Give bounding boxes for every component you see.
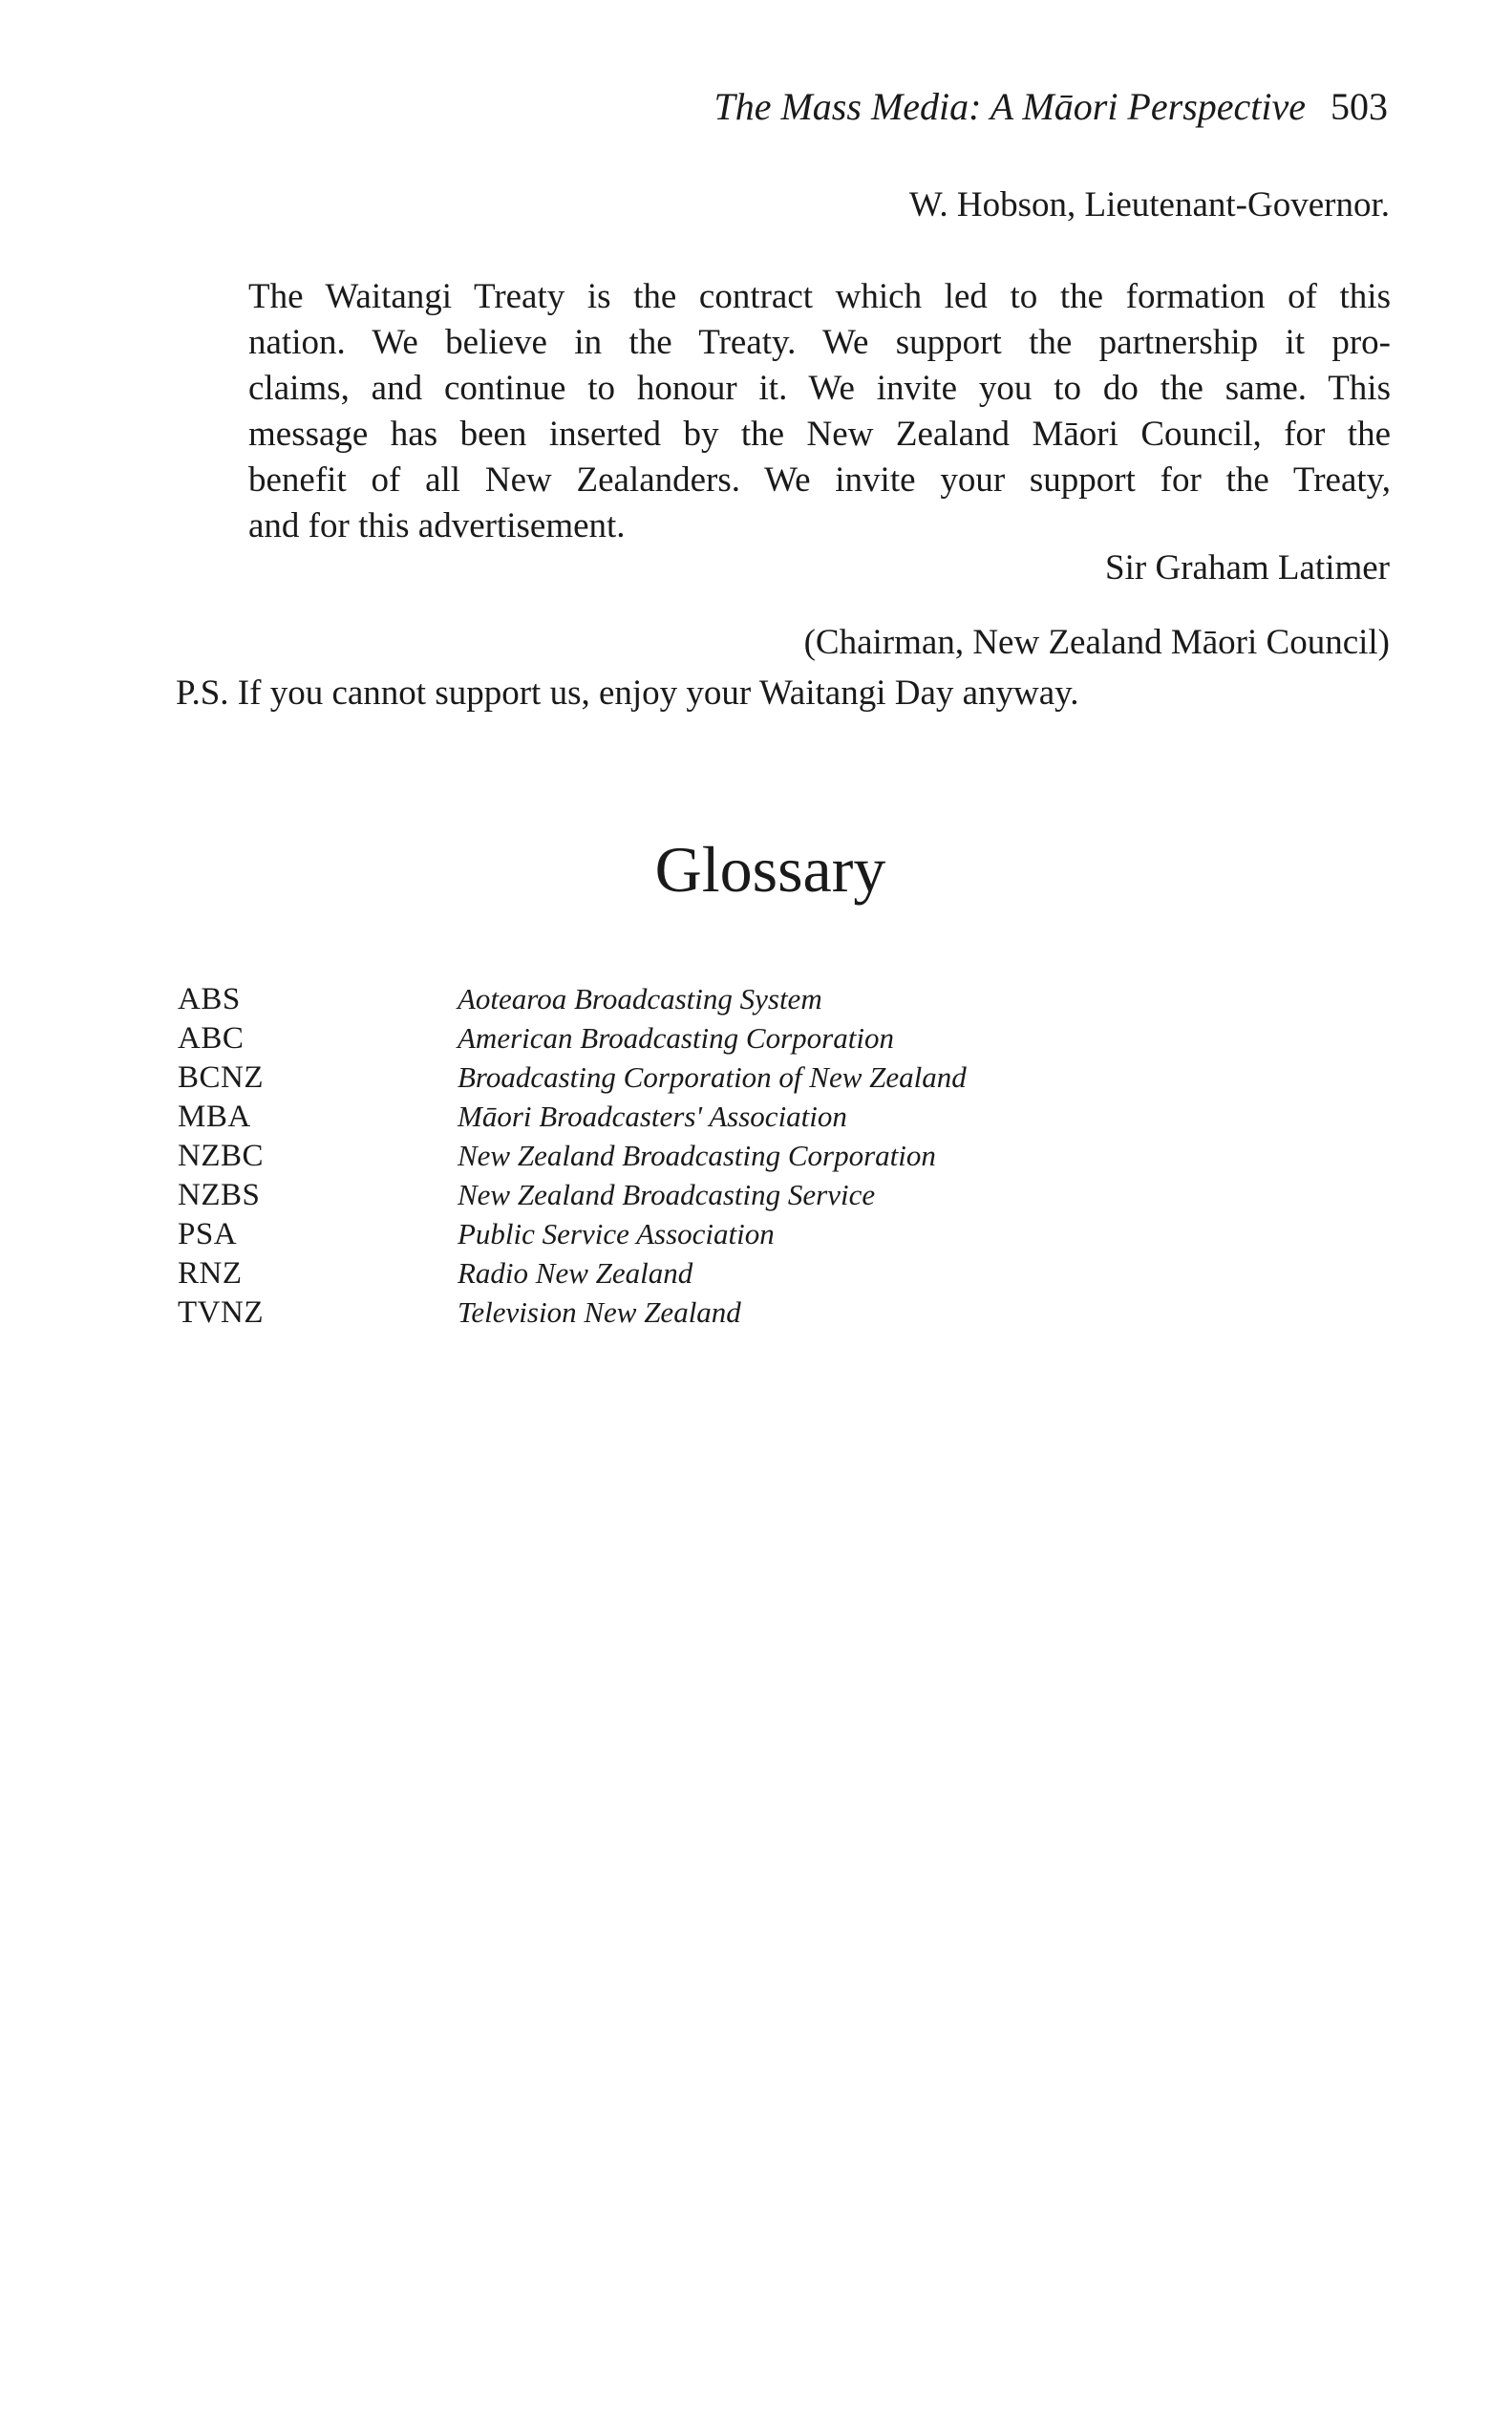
glossary-entry: [178, 982, 967, 1021]
glossary-heading: Glossary: [654, 833, 886, 906]
glossary-abbreviation: ABC: [178, 1021, 245, 1056]
paragraph-line: benefit of all New Zealanders. We invite your support for the Treaty,: [248, 460, 1391, 500]
glossary-definition: American Broadcasting Corporation: [458, 1021, 894, 1055]
page-number: 503: [1331, 85, 1388, 128]
glossary-entry: [178, 1256, 967, 1295]
paragraph-line: claims, and continue to honour it. We invite you to do the same. This: [248, 369, 1391, 408]
glossary-list: [178, 982, 967, 1335]
postscript: P.S. If you cannot support us, enjoy your Waitangi Day anyway.: [176, 673, 1079, 713]
glossary-entry: [178, 1295, 967, 1335]
glossary-abbreviation: ABS: [178, 982, 241, 1016]
paragraph-line: and for this advertisement.: [248, 506, 626, 545]
glossary-entry: [178, 1100, 967, 1139]
glossary-definition: Aotearoa Broadcasting System: [458, 982, 822, 1015]
glossary-abbreviation: BCNZ: [178, 1060, 265, 1095]
treaty-paragraph: [248, 274, 1391, 549]
signature-hobson: W. Hobson, Lieutenant-Governor.: [908, 185, 1390, 224]
paragraph-line: message has been inserted by the New Zealand Māori Council, for the: [248, 415, 1391, 454]
running-head: [713, 85, 1388, 128]
signature-chairman: (Chairman, New Zealand Māori Council): [803, 623, 1390, 662]
glossary-definition: Māori Broadcasters' Association: [458, 1100, 847, 1133]
paragraph-line: The Waitangi Treaty is the contract which led to the formation of this: [248, 277, 1391, 316]
glossary-definition: New Zealand Broadcasting Corporation: [458, 1139, 936, 1172]
glossary-definition: New Zealand Broadcasting Service: [458, 1178, 876, 1211]
glossary-definition: Radio New Zealand: [458, 1256, 693, 1290]
glossary-abbreviation: RNZ: [178, 1256, 243, 1291]
glossary-entry: [178, 1021, 967, 1060]
running-head-title: The Mass Media: A Māori Perspective: [713, 85, 1306, 128]
paragraph-line: nation. We believe in the Treaty. We support the partnership it pro-: [248, 323, 1391, 362]
glossary-abbreviation: NZBC: [178, 1139, 265, 1173]
glossary-entry: [178, 1060, 967, 1100]
glossary-abbreviation: MBA: [178, 1100, 251, 1134]
glossary-entry: [178, 1178, 967, 1217]
signature-latimer: Sir Graham Latimer: [1105, 548, 1390, 588]
glossary-definition: Public Service Association: [458, 1217, 775, 1250]
glossary-definition: Broadcasting Corporation of New Zealand: [458, 1060, 967, 1094]
glossary-definition: Television New Zealand: [458, 1295, 741, 1329]
glossary-entry: [178, 1139, 967, 1178]
glossary-abbreviation: PSA: [178, 1217, 238, 1251]
glossary-abbreviation: NZBS: [178, 1178, 261, 1212]
glossary-entry: [178, 1217, 967, 1256]
glossary-abbreviation: TVNZ: [178, 1295, 264, 1330]
